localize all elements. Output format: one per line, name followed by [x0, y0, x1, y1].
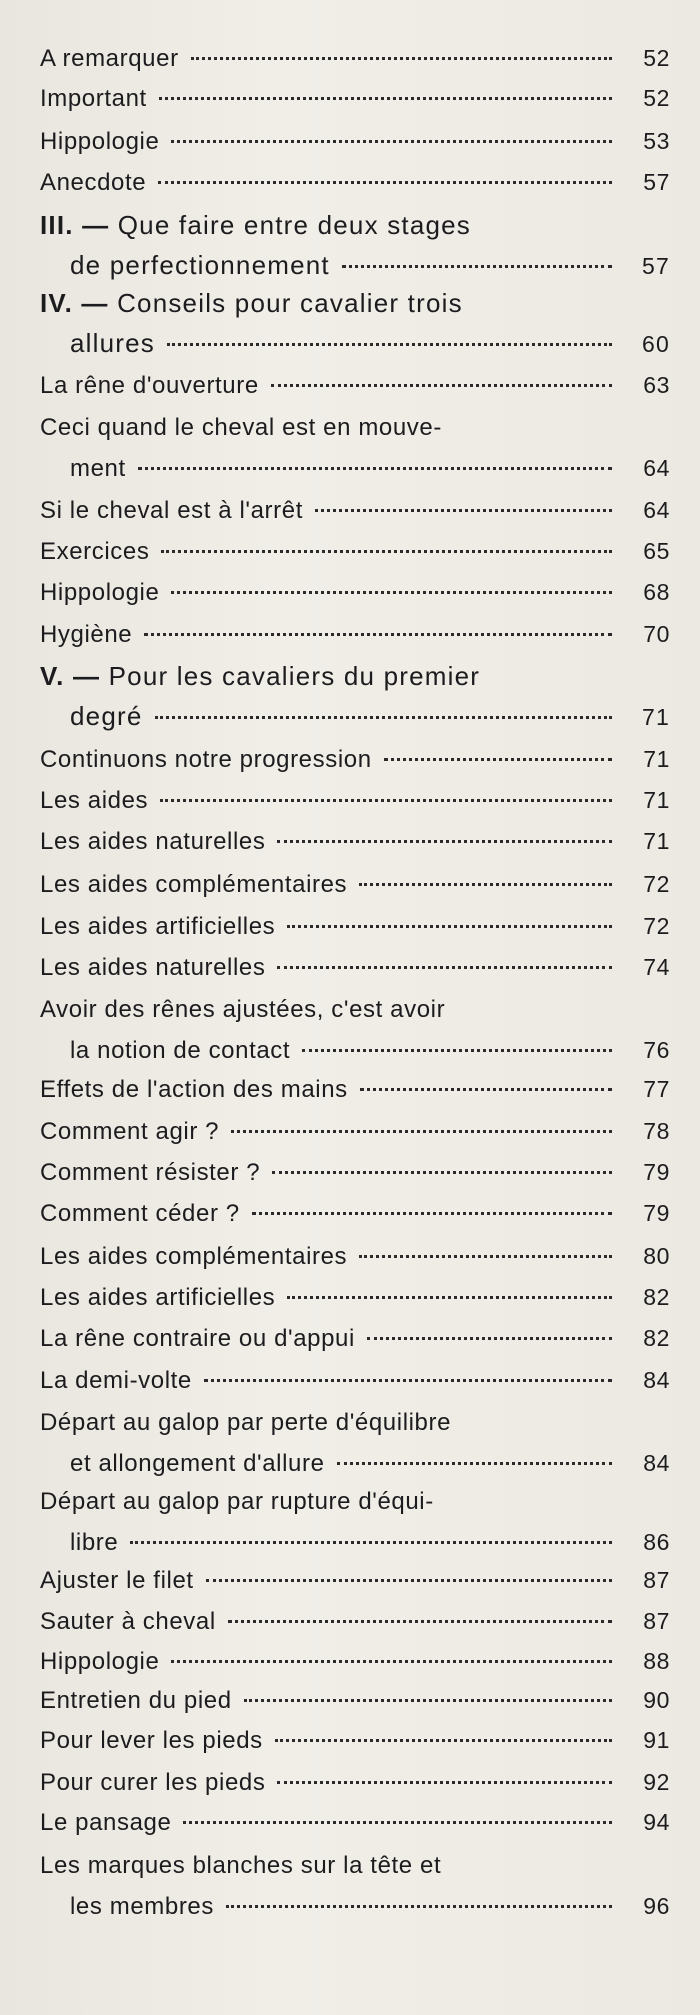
entry-title: Si le cheval est à l'arrêt — [40, 497, 303, 524]
page-number: 71 — [642, 704, 670, 730]
dot-leader — [360, 1088, 612, 1091]
page-number: 92 — [643, 1769, 670, 1795]
toc-entry — [40, 121, 670, 161]
toc-line — [40, 1111, 670, 1151]
toc-entry — [40, 78, 670, 118]
toc-entry — [40, 780, 670, 820]
dot-leader — [167, 343, 612, 346]
entry-title: Le pansage — [40, 1809, 172, 1836]
page-number: 64 — [643, 455, 670, 481]
toc-entry — [40, 906, 670, 946]
entry-title: Pour curer les pieds — [40, 1769, 266, 1796]
dot-leader — [226, 1905, 612, 1908]
toc-entry — [40, 1152, 670, 1192]
dot-leader — [171, 591, 612, 594]
toc-entry — [40, 1403, 670, 1483]
chapter-number: IV. — — [40, 288, 118, 318]
toc-line — [40, 408, 670, 448]
dot-leader — [159, 97, 612, 100]
toc-entry — [40, 572, 670, 612]
dot-leader — [302, 1049, 612, 1052]
page-number: 91 — [643, 1727, 670, 1753]
toc-entry — [40, 1318, 670, 1358]
toc-entry — [40, 490, 670, 530]
entry-title: Comment résister ? — [40, 1159, 261, 1186]
dot-leader — [342, 265, 612, 268]
page-number: 77 — [643, 1076, 670, 1102]
toc-entry — [40, 1277, 670, 1317]
page-number: 72 — [643, 871, 670, 897]
entry-title: Sauter à cheval — [40, 1608, 216, 1635]
page-number: 65 — [643, 538, 670, 564]
page-number: 79 — [643, 1200, 670, 1226]
toc-entry — [40, 365, 670, 405]
dot-leader — [271, 384, 612, 387]
page-number: 76 — [643, 1037, 670, 1063]
entry-title: libre — [70, 1529, 119, 1556]
toc-entry — [40, 1601, 670, 1641]
toc-line — [40, 1443, 670, 1483]
toc-entry — [40, 205, 670, 285]
page-number: 84 — [643, 1450, 670, 1476]
page-number: 96 — [643, 1893, 670, 1919]
toc-line — [40, 1152, 670, 1192]
entry-title: Les aides naturelles — [40, 828, 266, 855]
toc-line — [40, 1522, 670, 1562]
dot-leader — [272, 1171, 612, 1174]
toc-entry — [40, 1193, 670, 1233]
entry-title: Comment agir ? — [40, 1118, 220, 1145]
entry-title: la notion de contact — [70, 1037, 291, 1064]
entry-title: Ajuster le filet — [40, 1567, 194, 1594]
dot-leader — [337, 1462, 612, 1465]
dot-leader — [277, 840, 612, 843]
chapter-number: V. — — [40, 661, 109, 691]
toc-entry — [40, 1680, 670, 1720]
dot-leader — [155, 716, 613, 719]
toc-entry — [40, 1236, 670, 1276]
dot-leader — [160, 799, 612, 802]
page-number: 88 — [643, 1648, 670, 1674]
toc-line — [40, 614, 670, 654]
page-number: 53 — [643, 128, 670, 154]
entry-title: Les aides complémentaires — [40, 871, 348, 898]
page-number: 90 — [643, 1687, 670, 1713]
toc-line — [40, 1403, 670, 1443]
toc-line — [40, 656, 670, 696]
page-number: 63 — [643, 372, 670, 398]
entry-title: Que faire entre deux stages — [117, 210, 472, 240]
toc-line — [40, 1680, 670, 1720]
toc-entry — [40, 864, 670, 904]
entry-title: Les marques blanches sur la tête et — [40, 1852, 442, 1879]
toc-line — [40, 121, 670, 161]
toc-line — [40, 906, 670, 946]
page-number: 82 — [643, 1284, 670, 1310]
toc-entry — [40, 1802, 670, 1842]
dot-leader — [228, 1620, 612, 1623]
toc-entry — [40, 947, 670, 987]
page-number: 82 — [643, 1325, 670, 1351]
entry-title: les membres — [70, 1893, 214, 1920]
toc-line — [40, 1720, 670, 1760]
entry-title: Effets de l'action des mains — [40, 1076, 348, 1103]
toc-entry — [40, 283, 670, 363]
dot-leader — [144, 633, 612, 636]
toc-entry — [40, 1641, 670, 1681]
page-number: 57 — [642, 253, 670, 279]
entry-title: Conseils pour cavalier trois — [117, 288, 463, 318]
dot-leader — [367, 1337, 612, 1340]
toc-line — [40, 1069, 670, 1109]
dot-leader — [244, 1699, 612, 1702]
page-number: 74 — [643, 954, 670, 980]
toc-entry — [40, 739, 670, 779]
toc-line — [40, 1802, 670, 1842]
dot-leader — [171, 1660, 612, 1663]
dot-leader — [287, 1296, 612, 1299]
entry-title: Les aides artificielles — [40, 1284, 276, 1311]
entry-title: Départ au galop par perte d'équilibre — [40, 1409, 452, 1436]
toc-entry — [40, 531, 670, 571]
toc-entry — [40, 614, 670, 654]
page-number: 60 — [642, 331, 670, 357]
toc-line — [40, 490, 670, 530]
toc-line — [40, 864, 670, 904]
dot-leader — [183, 1821, 612, 1824]
toc-entry — [40, 656, 670, 736]
toc-line — [40, 78, 670, 118]
entry-title: Hippologie — [40, 579, 160, 606]
entry-title: degré — [70, 701, 143, 731]
page-number: 64 — [643, 497, 670, 523]
dot-leader — [275, 1739, 612, 1742]
toc-line — [40, 1601, 670, 1641]
toc-line — [40, 283, 670, 323]
toc-entry — [40, 38, 670, 78]
entry-title: Hygiène — [40, 621, 133, 648]
toc-line — [40, 205, 670, 245]
toc-entry — [40, 162, 670, 202]
toc-line — [40, 1277, 670, 1317]
toc-line — [40, 448, 670, 488]
toc-entry — [40, 1069, 670, 1109]
entry-title: Pour lever les pieds — [40, 1727, 263, 1754]
toc-entry — [40, 990, 670, 1070]
toc-line — [40, 245, 670, 285]
toc-line — [40, 739, 670, 779]
toc-entry — [40, 1360, 670, 1400]
toc-line — [40, 323, 670, 363]
toc-entry — [40, 1560, 670, 1600]
dot-leader — [171, 140, 612, 143]
toc-line — [40, 780, 670, 820]
dot-leader — [384, 758, 612, 761]
toc-line — [40, 1560, 670, 1600]
entry-title: La rêne d'ouverture — [40, 372, 259, 399]
page-number: 72 — [643, 913, 670, 939]
toc-entry — [40, 1762, 670, 1802]
page-number: 57 — [643, 169, 670, 195]
entry-title: La rêne contraire ou d'appui — [40, 1325, 355, 1352]
page-number: 86 — [643, 1529, 670, 1555]
entry-title: Hippologie — [40, 128, 160, 155]
page-number: 79 — [643, 1159, 670, 1185]
toc-entry — [40, 1111, 670, 1151]
toc-line — [40, 38, 670, 78]
toc-entry — [40, 1720, 670, 1760]
entry-title: Avoir des rênes ajustées, c'est avoir — [40, 996, 446, 1023]
dot-leader — [191, 57, 612, 60]
entry-title: Comment céder ? — [40, 1200, 240, 1227]
toc-line — [40, 1482, 670, 1522]
entry-title: Hippologie — [40, 1648, 160, 1675]
dot-leader — [252, 1212, 612, 1215]
page-number: 52 — [643, 45, 670, 71]
dot-leader — [359, 883, 612, 886]
toc-entry — [40, 1846, 670, 1926]
page-number: 68 — [643, 579, 670, 605]
toc-line — [40, 1030, 670, 1070]
entry-title: Anecdote — [40, 169, 147, 196]
page-number: 87 — [643, 1608, 670, 1634]
entry-title: La demi-volte — [40, 1367, 192, 1394]
entry-title: A remarquer — [40, 45, 179, 72]
toc-line — [40, 1846, 670, 1886]
page-number: 70 — [643, 621, 670, 647]
toc-line — [40, 531, 670, 571]
dot-leader — [138, 467, 612, 470]
entry-title: de perfectionnement — [70, 250, 330, 280]
entry-title: Entretien du pied — [40, 1687, 232, 1714]
page-number: 84 — [643, 1367, 670, 1393]
toc-entry — [40, 821, 670, 861]
toc-line — [40, 1236, 670, 1276]
dot-leader — [359, 1255, 612, 1258]
page-number: 71 — [643, 787, 670, 813]
chapter-number: III. — — [40, 210, 118, 240]
entry-title: ment — [70, 455, 126, 482]
entry-title: Départ au galop par rupture d'équi- — [40, 1488, 434, 1515]
toc-line — [40, 1318, 670, 1358]
entry-title: Les aides complémentaires — [40, 1243, 348, 1270]
entry-title: Les aides artificielles — [40, 913, 276, 940]
entry-title: allures — [70, 328, 155, 358]
toc-line — [40, 1360, 670, 1400]
toc-line — [40, 821, 670, 861]
page-number: 71 — [643, 746, 670, 772]
entry-title: Continuons notre progression — [40, 746, 372, 773]
page-number: 78 — [643, 1118, 670, 1144]
toc-line — [40, 162, 670, 202]
entry-title: Ceci quand le cheval est en mouve- — [40, 414, 442, 441]
entry-title: Pour les cavaliers du premier — [108, 661, 481, 691]
dot-leader — [206, 1579, 612, 1582]
toc-line — [40, 1762, 670, 1802]
entry-title: Les aides naturelles — [40, 954, 266, 981]
dot-leader — [158, 181, 612, 184]
toc-line — [40, 696, 670, 736]
entry-title: Important — [40, 85, 147, 112]
page-number: 87 — [643, 1567, 670, 1593]
page-number: 52 — [643, 85, 670, 111]
page-number: 80 — [643, 1243, 670, 1269]
entry-title: Exercices — [40, 538, 150, 565]
dot-leader — [277, 966, 612, 969]
toc-line — [40, 1641, 670, 1681]
toc-line — [40, 365, 670, 405]
dot-leader — [287, 925, 612, 928]
toc-line — [40, 1193, 670, 1233]
page-number: 94 — [643, 1809, 670, 1835]
toc-line — [40, 990, 670, 1030]
dot-leader — [277, 1781, 612, 1784]
dot-leader — [204, 1379, 612, 1382]
toc-line — [40, 947, 670, 987]
page-number: 71 — [643, 828, 670, 854]
entry-title: Les aides — [40, 787, 149, 814]
toc-entry — [40, 1482, 670, 1562]
dot-leader — [315, 509, 612, 512]
toc-entry — [40, 408, 670, 488]
dot-leader — [231, 1130, 612, 1133]
toc-line — [40, 572, 670, 612]
entry-title: et allongement d'allure — [70, 1450, 325, 1477]
dot-leader — [130, 1541, 612, 1544]
toc-line — [40, 1886, 670, 1926]
dot-leader — [161, 550, 612, 553]
